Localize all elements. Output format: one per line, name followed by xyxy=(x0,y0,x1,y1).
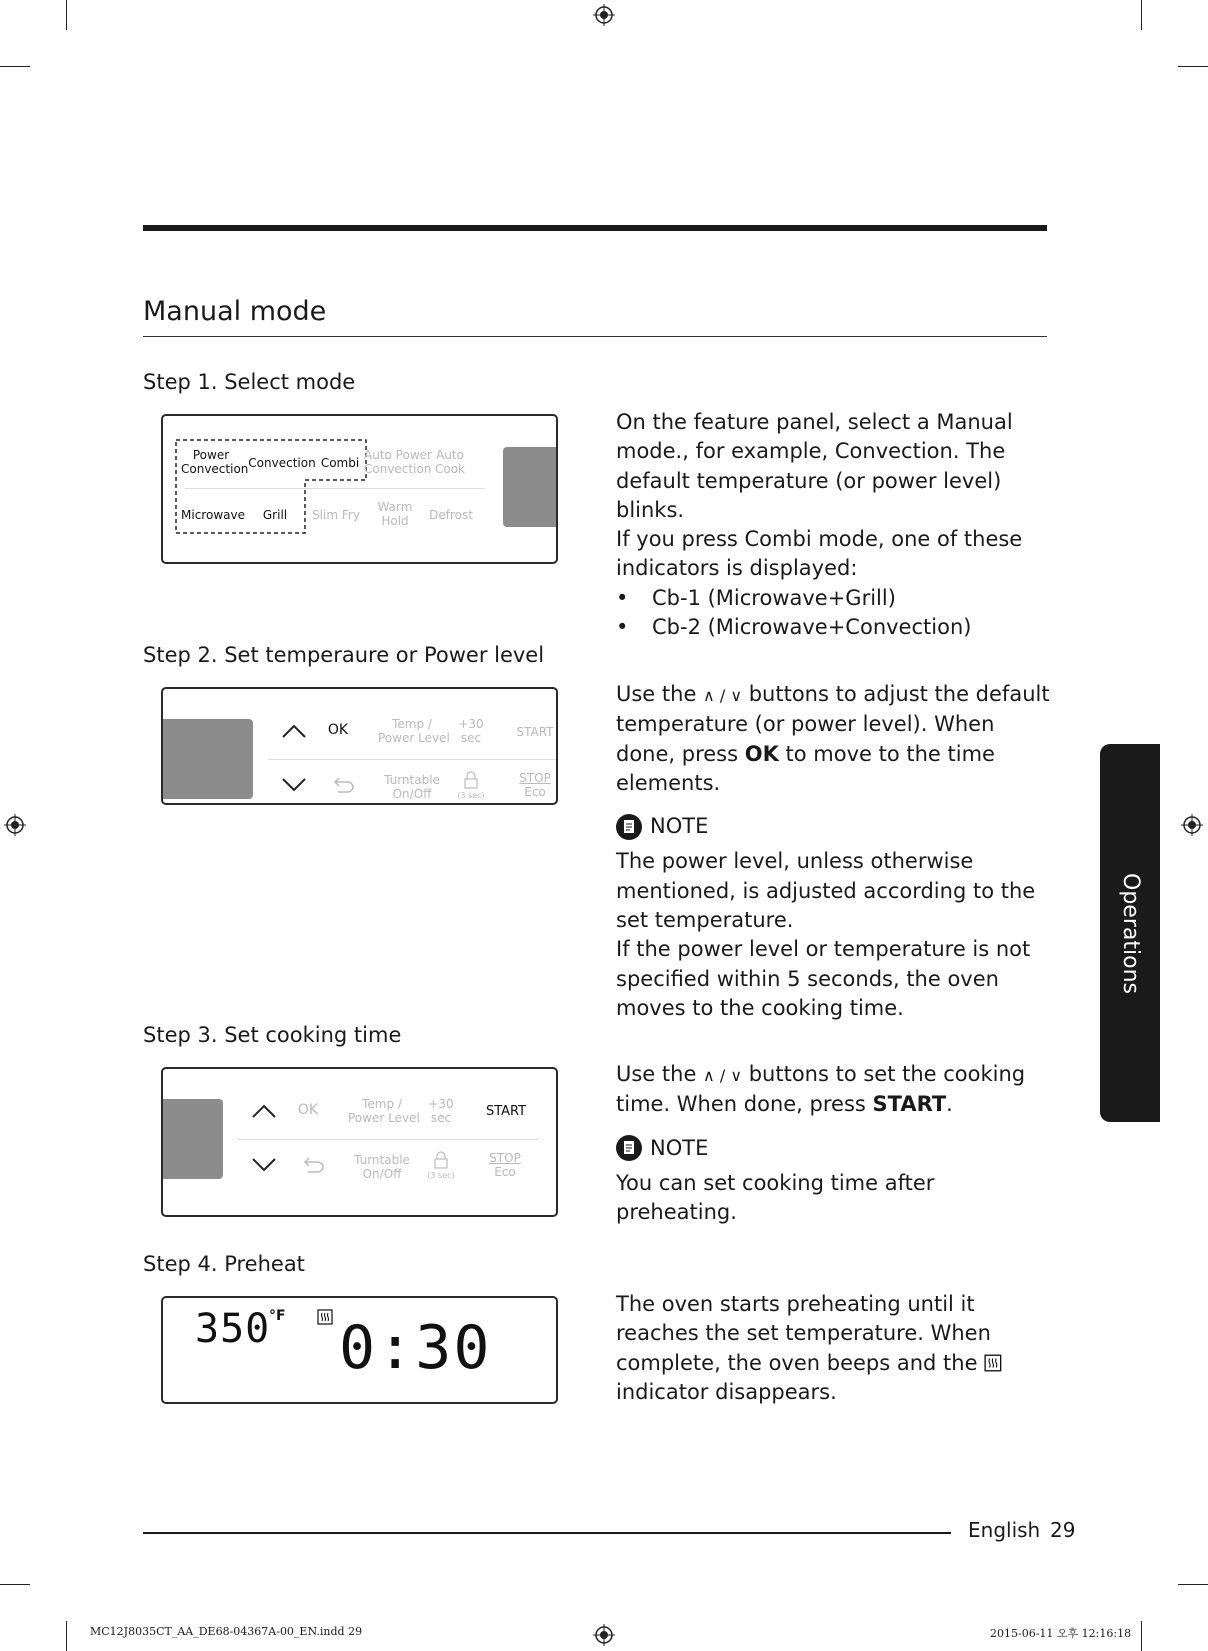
panel-divider xyxy=(268,759,556,760)
plus30-button[interactable]: +30 sec xyxy=(428,1097,454,1125)
step-3-heading: Step 3. Set cooking time xyxy=(143,1023,402,1047)
registration-mark-icon xyxy=(593,4,615,26)
mode-defrost[interactable]: Defrost xyxy=(429,508,473,522)
list-item: • Cb-2 (Microwave+Convection) xyxy=(616,615,972,640)
display-block xyxy=(163,719,253,799)
step-4-heading: Step 4. Preheat xyxy=(143,1252,305,1276)
mode-warm-hold[interactable]: Warm Hold xyxy=(377,500,413,528)
step-2-text: Use the ∧ / ∨ buttons to adjust the default temperature (or power level). When done, press OK to move to the time elements. NOTE The power level, unless otherwise mentioned, is adjusted according to the set temperature. If the power level or temperature is not specified within 5 seconds, the oven moves to the cooking time. xyxy=(616,680,1056,1023)
down-arrow-icon[interactable] xyxy=(251,1157,277,1173)
registration-mark-icon xyxy=(1181,814,1203,836)
registration-mark-icon xyxy=(593,1624,615,1646)
registration-mark-icon xyxy=(4,814,26,836)
footer-language: English xyxy=(968,1518,1041,1542)
title-rule xyxy=(143,336,1047,337)
crop-mark xyxy=(1141,0,1142,30)
mode-microwave[interactable]: Microwave xyxy=(181,508,245,522)
up-arrow-icon[interactable] xyxy=(251,1103,277,1119)
mode-grill[interactable]: Grill xyxy=(262,508,288,522)
temperature-unit: °F xyxy=(269,1308,286,1324)
temp-power-button[interactable]: Temp / Power Level xyxy=(378,717,450,745)
stop-eco-button[interactable]: STOP Eco xyxy=(489,1151,521,1179)
time-readout: 0:30 xyxy=(339,1313,492,1383)
up-arrow-icon[interactable] xyxy=(281,723,307,739)
note-heading: NOTE xyxy=(616,1134,1056,1163)
crop-mark xyxy=(66,0,67,30)
top-rule xyxy=(143,225,1047,231)
back-icon[interactable] xyxy=(303,1155,325,1173)
down-arrow-icon[interactable] xyxy=(281,777,307,793)
temperature-readout: 350 xyxy=(195,1306,271,1352)
list-item: • Cb-1 (Microwave+Grill) xyxy=(616,585,896,610)
start-button[interactable]: START xyxy=(485,1104,527,1119)
preheat-icon xyxy=(984,1353,1004,1373)
step-1-heading: Step 1. Select mode xyxy=(143,370,356,394)
ok-button[interactable]: OK xyxy=(297,1102,319,1118)
step-3-text: Use the ∧ / ∨ buttons to set the cooking time. When done, press START. NOTE You can set cooking time after preheating. xyxy=(616,1060,1056,1227)
footer-rule xyxy=(143,1532,951,1534)
display-block xyxy=(503,447,556,527)
control-panel-step2 xyxy=(161,687,558,805)
temp-power-button[interactable]: Temp / Power Level xyxy=(348,1097,420,1125)
crop-mark xyxy=(1141,1621,1142,1651)
slug-left: MC12J8035CT_AA_DE68-04367A-00_EN.indd 29 xyxy=(90,1625,363,1638)
stop-eco-button[interactable]: STOP Eco xyxy=(519,771,551,799)
oven-display xyxy=(161,1296,558,1404)
display-block xyxy=(163,1099,223,1179)
control-panel-step3 xyxy=(161,1067,558,1217)
step-1-text: On the feature panel, select a Manual mode., for example, Convection. The default temperature (or power level) blinks. If you press Combi mode, one of these indicators is displayed: • Cb-1 (Microwave+Grill) • Cb-2 (Microwave+Convection) xyxy=(616,408,1056,642)
mode-convection[interactable]: Convection xyxy=(248,456,316,470)
start-button[interactable]: START xyxy=(516,725,554,739)
plus30-button[interactable]: +30 sec xyxy=(458,717,484,745)
crop-mark xyxy=(1178,66,1208,67)
lock-hint: (3 sec) xyxy=(427,1171,455,1180)
crop-mark xyxy=(0,1584,30,1585)
side-tab-label: Operations xyxy=(1117,872,1143,994)
lock-hint: (3 sec) xyxy=(457,791,485,800)
note-icon xyxy=(616,814,642,840)
lock-icon[interactable] xyxy=(433,1151,449,1169)
crop-mark xyxy=(0,66,30,67)
lock-icon[interactable] xyxy=(463,771,479,789)
mode-slim-fry[interactable]: Slim Fry xyxy=(312,508,360,522)
ok-button[interactable]: OK xyxy=(327,722,349,738)
step-2-heading: Step 2. Set temperaure or Power level xyxy=(143,643,545,667)
note-heading: NOTE xyxy=(616,812,1056,841)
mode-combi[interactable]: Combi xyxy=(320,456,360,470)
back-icon[interactable] xyxy=(333,775,355,793)
mode-auto-cook[interactable]: Auto Cook xyxy=(434,448,465,476)
feature-panel xyxy=(161,414,558,564)
turntable-button[interactable]: Turntable On/Off xyxy=(354,1153,410,1181)
crop-mark xyxy=(1178,1584,1208,1585)
page-number: 29 xyxy=(1050,1518,1076,1542)
slug-right: 2015-06-11 오후 12:16:18 xyxy=(990,1627,1132,1640)
mode-auto-power-convection[interactable]: Auto Power Convection xyxy=(364,448,432,476)
preheat-icon xyxy=(317,1308,335,1326)
crop-mark xyxy=(66,1621,67,1651)
panel-divider xyxy=(185,488,485,489)
panel-divider xyxy=(238,1139,538,1140)
turntable-button[interactable]: Turntable On/Off xyxy=(384,773,440,801)
step-4-text: The oven starts preheating until it reaches the set temperature. When complete, the oven beeps and the indicator disappears. xyxy=(616,1290,1056,1407)
page-title: Manual mode xyxy=(143,296,327,327)
note-icon xyxy=(616,1135,642,1161)
mode-power-convection[interactable]: Power Convection xyxy=(181,448,249,476)
